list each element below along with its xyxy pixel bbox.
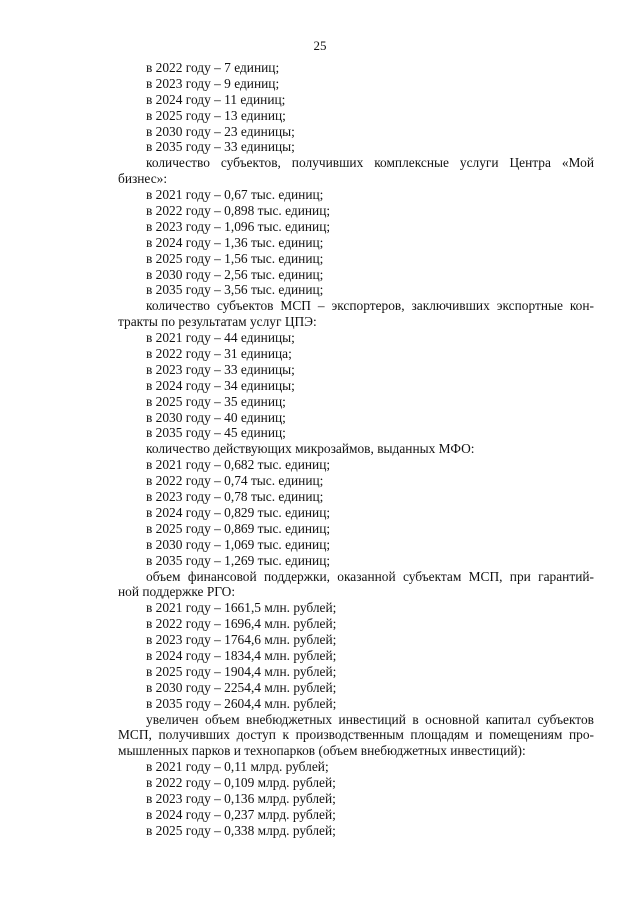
list-item: в 2025 году – 35 единиц; <box>146 393 286 409</box>
list-item: в 2025 году – 13 единиц; <box>146 107 286 123</box>
list-item: в 2021 году – 0,11 млрд. рублей; <box>146 759 329 775</box>
list-item: в 2024 году – 34 единицы; <box>146 377 295 393</box>
list-item: в 2025 году – 0,338 млрд. рублей; <box>146 822 336 838</box>
paragraph-line: увеличен объем внебюджетных инвестиций в основной капитал субъектов <box>146 711 594 727</box>
list-item: в 2024 году – 0,829 тыс. единиц; <box>146 504 331 520</box>
list-item: в 2023 году – 9 единиц; <box>146 75 280 91</box>
list-item: в 2024 году – 11 единиц; <box>146 91 286 107</box>
list-item: в 2035 году – 3,56 тыс. единиц; <box>146 282 324 298</box>
list-item: в 2021 году – 0,67 тыс. единиц; <box>146 187 324 203</box>
document-body <box>118 60 594 839</box>
page-number: 25 <box>313 38 327 53</box>
list-item: в 2022 году – 0,898 тыс. единиц; <box>146 203 331 219</box>
list-item: в 2022 году – 31 единица; <box>146 346 292 362</box>
list-item: в 2035 году – 1,269 тыс. единиц; <box>146 552 331 568</box>
list-item: в 2035 году – 2604,4 млн. рублей; <box>146 695 337 711</box>
list-item: в 2023 году – 33 единицы; <box>146 361 295 377</box>
list-item: количество действующих микрозаймов, выданных МФО: <box>146 441 475 457</box>
paragraph-line: количество субъектов МСП – экспортеров, заключивших экспортные кон- <box>146 298 594 314</box>
paragraph-line: тракты по результатам услуг ЦПЭ: <box>118 314 317 330</box>
list-item: в 2030 году – 23 единицы; <box>146 123 295 139</box>
paragraph-line: количество субъектов, получивших комплексные услуги Центра «Мой <box>146 155 594 171</box>
list-item: в 2022 году – 7 единиц; <box>146 60 280 75</box>
paragraph-line: бизнес»: <box>118 171 168 187</box>
list-item: в 2024 году – 0,237 млрд. рублей; <box>146 806 336 822</box>
list-item: в 2021 году – 0,682 тыс. единиц; <box>146 457 331 473</box>
paragraph-line: ной поддержке РГО: <box>118 584 236 600</box>
list-item: в 2023 году – 0,136 млрд. рублей; <box>146 790 336 806</box>
list-item: в 2030 году – 2254,4 млн. рублей; <box>146 679 337 695</box>
list-item: в 2023 году – 1764,6 млн. рублей; <box>146 632 337 648</box>
list-item: в 2030 году – 2,56 тыс. единиц; <box>146 266 324 282</box>
list-item: в 2024 году – 1834,4 млн. рублей; <box>146 647 337 663</box>
list-item: в 2035 году – 45 единиц; <box>146 425 286 441</box>
list-item: в 2023 году – 1,096 тыс. единиц; <box>146 218 331 234</box>
paragraph-line: объем финансовой поддержки, оказанной субъектам МСП, при гарантий- <box>146 568 594 584</box>
list-item: в 2030 году – 1,069 тыс. единиц; <box>146 536 331 552</box>
list-item: в 2025 году – 1904,4 млн. рублей; <box>146 663 337 679</box>
list-item: в 2025 году – 1,56 тыс. единиц; <box>146 250 324 266</box>
list-item: в 2022 году – 0,74 тыс. единиц; <box>146 473 324 489</box>
list-item: в 2023 году – 0,78 тыс. единиц; <box>146 489 324 505</box>
list-item: в 2024 году – 1,36 тыс. единиц; <box>146 234 324 250</box>
paragraph-line: мышленных парков и технопарков (объем внебюджетных инвестиций): <box>118 743 526 759</box>
list-item: в 2021 году – 44 единицы; <box>146 330 295 346</box>
list-item: в 2021 году – 1661,5 млн. рублей; <box>146 600 337 616</box>
list-item: в 2035 году – 33 единицы; <box>146 139 295 155</box>
paragraph-line: МСП, получивших доступ к производственным площадям и помещениям про- <box>118 727 594 743</box>
list-item: в 2022 году – 1696,4 млн. рублей; <box>146 616 337 632</box>
list-item: в 2030 году – 40 единиц; <box>146 409 286 425</box>
list-item: в 2022 году – 0,109 млрд. рублей; <box>146 775 336 791</box>
list-item: в 2025 году – 0,869 тыс. единиц; <box>146 520 331 536</box>
